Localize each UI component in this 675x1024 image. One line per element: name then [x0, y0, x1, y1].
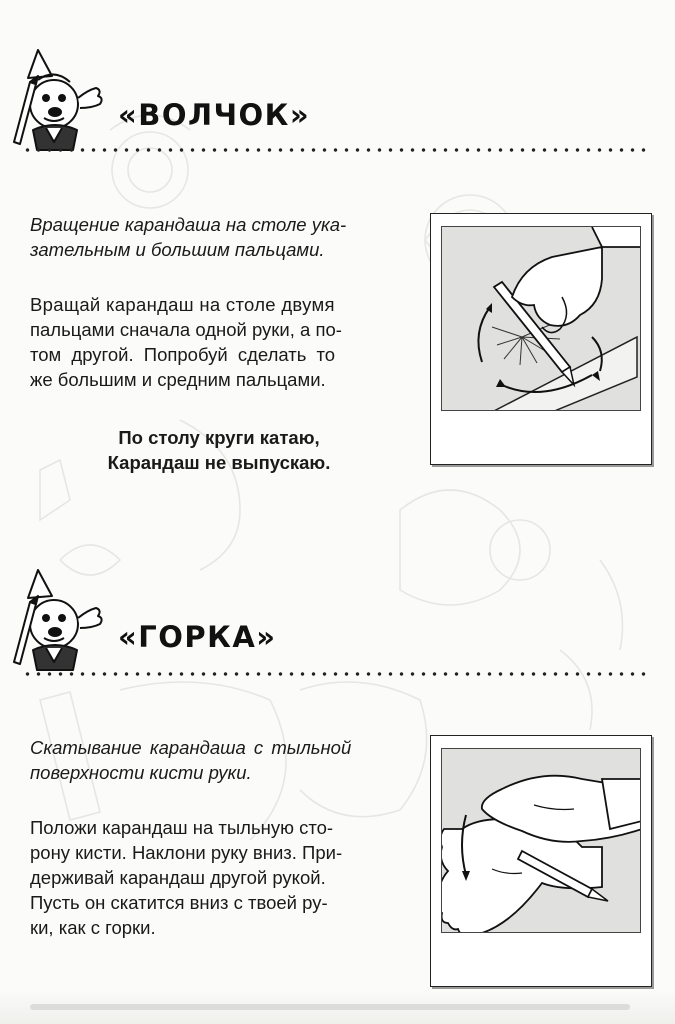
instruction-line: Положи карандаш на тыльную сто-: [30, 817, 334, 838]
exercise-description: [30, 212, 408, 262]
instruction-line: рону кисти. Наклони руку вниз. При-: [30, 842, 343, 863]
rolling-pencil-illustration: [441, 748, 641, 933]
instruction-line: Вращай карандаш на столе двумя: [30, 294, 335, 315]
instruction-line: Пусть он скатится вниз с твоей ру-: [30, 892, 328, 913]
bleed-through-text: [30, 1000, 645, 1014]
instruction-line: пальцами сначала одной руки, а по-: [30, 319, 342, 340]
section-title: «ГОРКА»: [118, 620, 277, 654]
dotted-divider: [22, 672, 652, 676]
exercise-instruction: [30, 815, 408, 940]
exercise-description: [30, 735, 408, 785]
instruction-line: том другой. Попробуй сделать то: [30, 344, 336, 365]
exercise-instruction: [30, 292, 408, 392]
description-line: поверхности кисти руки.: [30, 762, 252, 783]
description-line: Вращение карандаша на столе ука-: [30, 214, 347, 235]
description-line: Скатывание карандаша с тыльной: [30, 737, 352, 758]
spinning-pencil-illustration: [441, 226, 641, 411]
instruction-line: же большим и средним пальцами.: [30, 369, 326, 390]
instruction-line: ки, как с горки.: [30, 917, 156, 938]
section-title: «ВОЛЧОК»: [118, 98, 311, 132]
verse-line: По столу круги катаю,: [118, 427, 320, 448]
exercise-illustration-frame: [430, 735, 652, 987]
exercise-verse: [30, 425, 408, 475]
pencil-mascot-icon: [8, 42, 108, 152]
dotted-divider: [22, 148, 652, 152]
instruction-line: держивай карандаш другой рукой.: [30, 867, 326, 888]
description-line: зательным и большим пальцами.: [30, 239, 325, 260]
verse-line: Карандаш не выпускаю.: [107, 452, 331, 473]
pencil-mascot-icon: [8, 562, 108, 672]
exercise-illustration-frame: [430, 213, 652, 465]
